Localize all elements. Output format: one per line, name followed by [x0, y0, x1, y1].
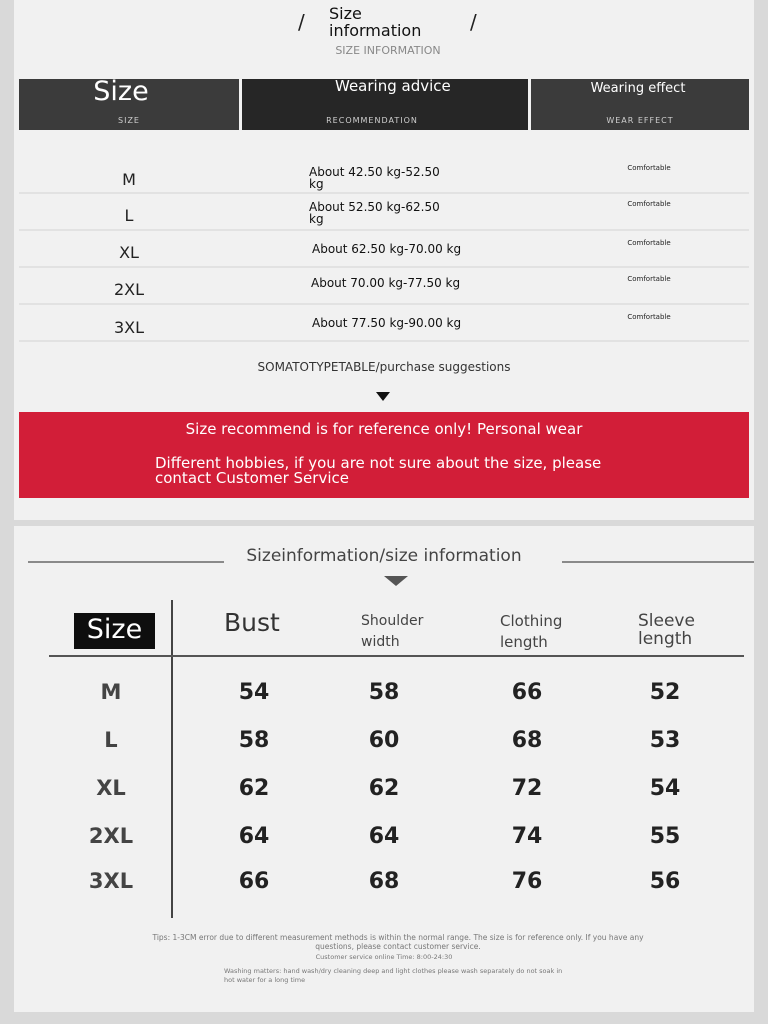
notice-line-1: Size recommend is for reference only! Personal wear: [185, 420, 583, 438]
row-effect: Comfortable: [627, 239, 671, 247]
row-size: M: [122, 170, 136, 189]
cell-clothing-length: 76: [511, 869, 543, 894]
table-row: [14, 776, 754, 816]
column-header-bust: Bust: [224, 608, 280, 637]
down-triangle-icon: [376, 392, 390, 401]
header-size-sublabel: SIZE: [118, 116, 140, 125]
cell-shoulder-width: 58: [368, 680, 400, 705]
header-cell-size: [19, 76, 239, 130]
table-row: [14, 824, 754, 864]
cell-sleeve-length: 55: [649, 824, 681, 849]
row-advice: About 52.50 kg-62.50 kg: [309, 200, 440, 226]
notice-line-2: Different hobbies, if you are not sure about the size, please contact Customer Service: [155, 454, 602, 487]
cell-shoulder-width: 64: [368, 824, 400, 849]
header-cell-effect: [531, 79, 749, 130]
row-size: 3XL: [88, 869, 134, 893]
title-slash-right: /: [470, 10, 477, 34]
cell-bust: 54: [238, 680, 270, 705]
row-size: XL: [96, 776, 126, 800]
row-size: XL: [119, 243, 139, 262]
wearing-advice-panel: [14, 0, 754, 520]
cell-sleeve-length: 54: [649, 776, 681, 801]
table-row: [19, 229, 749, 268]
purchase-suggestion-label: SOMATOTYPETABLE/purchase suggestions: [257, 360, 511, 374]
cell-clothing-length: 66: [511, 680, 543, 705]
cell-sleeve-length: 56: [649, 869, 681, 894]
cell-bust: 58: [238, 728, 270, 753]
row-effect: Comfortable: [627, 275, 671, 283]
cell-shoulder-width: 68: [368, 869, 400, 894]
header-effect-label: Wearing effect: [590, 81, 686, 96]
table-row: [19, 303, 749, 342]
table-row: [19, 192, 749, 231]
cell-shoulder-width: 62: [368, 776, 400, 801]
table-row: [14, 680, 754, 720]
cell-bust: 66: [238, 869, 270, 894]
title-slash-left: /: [298, 10, 305, 34]
cell-sleeve-length: 52: [649, 680, 681, 705]
down-triangle-icon: [384, 576, 408, 586]
header-size-label: Size: [93, 76, 149, 107]
header-advice-sublabel: RECOMMENDATION: [326, 116, 418, 125]
column-header-clothing-length: Clothing length: [500, 612, 563, 651]
row-size: L: [124, 206, 134, 225]
header-effect-sublabel: WEAR EFFECT: [606, 116, 674, 125]
wearing-table-title: Size information: [329, 4, 422, 40]
table-row: [14, 728, 754, 768]
cell-clothing-length: 72: [511, 776, 543, 801]
cell-bust: 64: [238, 824, 270, 849]
row-effect: Comfortable: [627, 200, 671, 208]
cell-clothing-length: 68: [511, 728, 543, 753]
cell-sleeve-length: 53: [649, 728, 681, 753]
size-notice-banner: [19, 412, 749, 498]
row-size: 3XL: [113, 318, 145, 337]
row-effect: Comfortable: [627, 164, 671, 172]
row-size: 2XL: [88, 824, 134, 848]
row-size: 2XL: [113, 280, 145, 299]
cell-bust: 62: [238, 776, 270, 801]
washing-instructions: Washing matters: hand wash/dry cleaning deep and light clothes please wash separately do not soak in hot water for a long time: [224, 967, 563, 984]
row-advice: About 62.50 kg-70.00 kg: [312, 242, 462, 256]
table-row: [19, 155, 749, 194]
row-advice: About 77.50 kg-90.00 kg: [312, 316, 462, 330]
row-size: L: [104, 728, 118, 752]
cell-shoulder-width: 60: [368, 728, 400, 753]
size-measurement-panel: [14, 526, 754, 1012]
row-advice: About 42.50 kg-52.50 kg: [309, 165, 440, 191]
table-header-rule: [49, 655, 744, 657]
table-row: [19, 266, 749, 305]
header-cell-advice: [242, 79, 528, 130]
size-column-header: Size: [74, 613, 155, 649]
service-time: Customer service online Time: 8:00-24:30: [315, 953, 453, 961]
row-advice: About 70.00 kg-77.50 kg: [311, 276, 461, 290]
row-effect: Comfortable: [627, 313, 671, 321]
table-row: [14, 869, 754, 909]
wearing-table-subtitle: SIZE INFORMATION: [335, 44, 441, 57]
row-size: M: [100, 680, 122, 704]
measurement-tips: Tips: 1-3CM error due to different measurement methods is within the normal range. The size is for reference only. If you have any questions, please contact customer service.: [152, 933, 644, 951]
measure-table-title: Sizeinformation/size information: [246, 546, 522, 566]
title-divider-right: [562, 561, 754, 563]
header-advice-label: Wearing advice: [335, 77, 451, 95]
column-header-shoulder-width: Shoulder width: [361, 613, 424, 650]
column-header-sleeve-length: Sleeve length: [638, 611, 695, 649]
cell-clothing-length: 74: [511, 824, 543, 849]
